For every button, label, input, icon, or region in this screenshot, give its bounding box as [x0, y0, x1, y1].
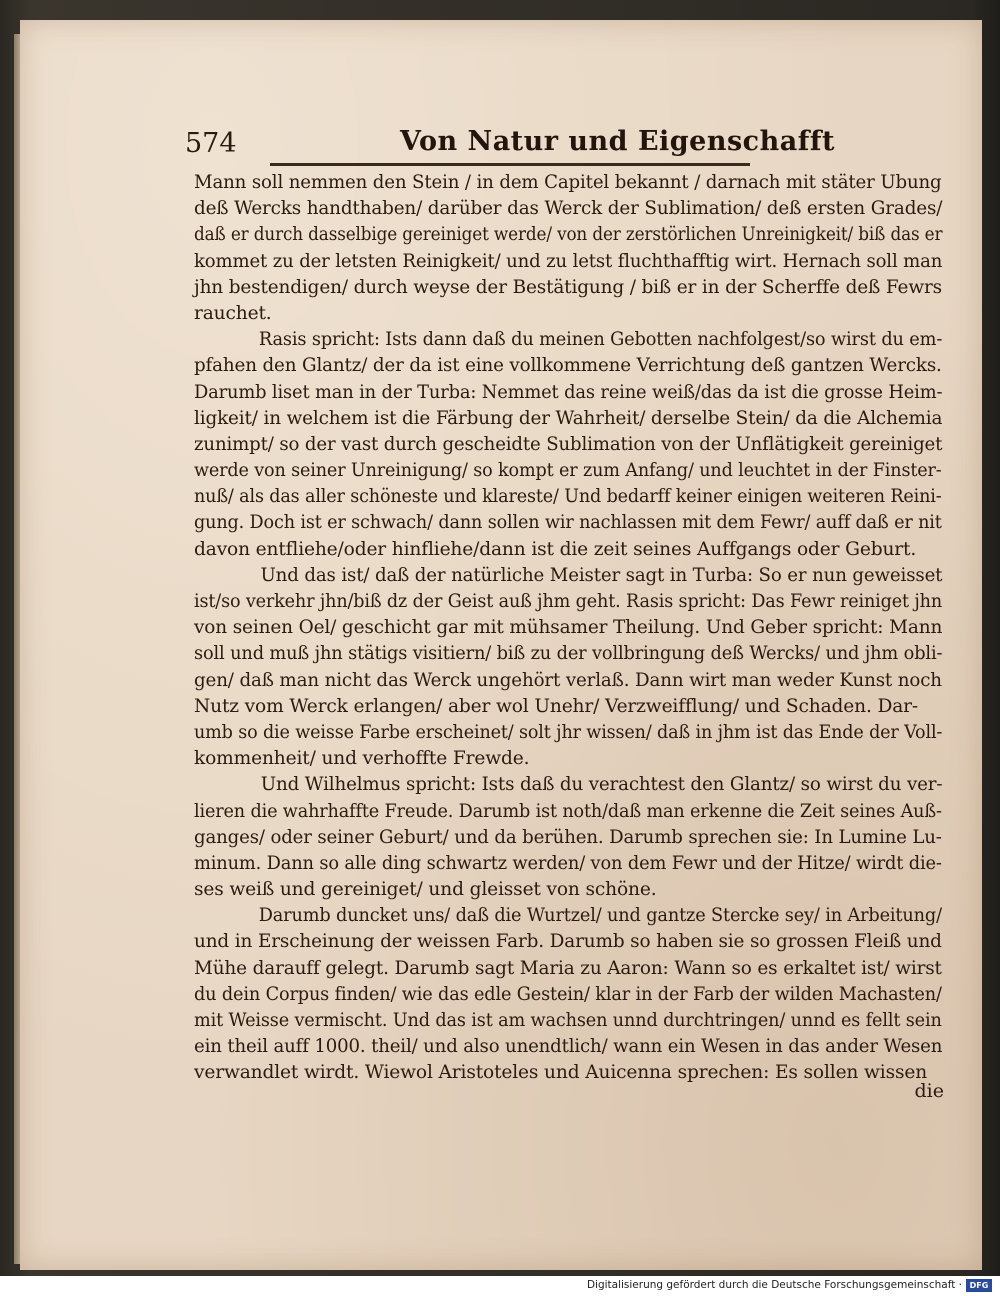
text-line: kommet zu der letsten Reinigkeit/ und zu letst fluchthafftig wirt. Hernach soll man [194, 250, 943, 272]
text-line: kommenheit/ und verhoffte Frewde. [194, 748, 530, 770]
text-line: werde von seiner Unreinigung/ so kompt er zum Anfang/ und leuchtet in der Finster- [194, 460, 942, 482]
header-rule [270, 163, 750, 166]
page-header [185, 128, 945, 164]
text-line: Und das ist/ daß der natürliche Meister sagt in Turba: So er nun geweisset [260, 564, 943, 586]
text-line: umb so die weisse Farbe erscheinet/ solt jhr wissen/ daß in jhm ist das Ende der Voll- [194, 721, 943, 743]
text-line: ses weiß und gereiniget/ und gleisset von schöne. [194, 879, 657, 901]
text-line: verwandlet wirdt. Wiewol Aristoteles und Auicenna sprechen: Es sollen wissen [194, 1062, 928, 1084]
running-title: Von Natur und Eigenschafft [400, 126, 835, 157]
text-line: daß er durch dasselbige gereiniget werde/ von der zerstörlichen Unreinigkeit/ biß das er [194, 224, 943, 246]
text-line: ligkeit/ in welchem ist die Färbung der Wahrheit/ derselbe Stein/ da die Alchemia [194, 407, 943, 429]
text-line: Nutz vom Werck erlangen/ aber wol Unehr/ Verzweifflung/ und Schaden. Dar- [194, 695, 919, 717]
text-line: Mühe darauff gelegt. Darumb sagt Maria zu Aaron: Wann so es erkaltet ist/ wirst [194, 957, 942, 979]
text-line: gung. Doch ist er schwach/ dann sollen wir nachlassen mit dem Fewr/ auff daß er nit [194, 512, 942, 534]
text-line: und in Erscheinung der weissen Farb. Darumb so haben sie so grossen Fleiß und [194, 931, 942, 953]
text-line: pfahen den Glantz/ der da ist eine vollkommene Verrichtung deß gantzen Wercks. [194, 355, 942, 377]
text-line: Darumb liset man in der Turba: Nemmet das reine weiß/das da ist die grosse Heim- [194, 381, 943, 403]
text-line: Und Wilhelmus spricht: Ists daß du verachtest den Glantz/ so wirst du ver- [260, 774, 943, 796]
text-line: deß Wercks handthaben/ darüber das Werck der Sublimation/ deß ersten Grades/ [194, 198, 943, 220]
dfg-logo: DFG [966, 1279, 992, 1292]
text-line: Mann soll nemmen den Stein / in dem Capitel bekannt / darnach mit stäter Ubung [194, 172, 942, 193]
text-line: zunimpt/ so der vast durch gescheidte Sublimation von der Unflätigkeit gereiniget [194, 433, 943, 455]
text-line: von seinen Oel/ geschicht gar mit mühsamer Theilung. Und Geber spricht: Mann [194, 617, 943, 639]
catchword: die [914, 1080, 944, 1102]
text-line: du dein Corpus finden/ wie das edle Gestein/ klar in der Farb der wilden Machasten/ [194, 983, 942, 1005]
text-line: nuß/ als das aller schöneste und klareste/ Und bedarff keiner einigen weiteren Reini- [194, 486, 942, 508]
text-line: ganges/ oder seiner Geburt/ und da berühen. Darumb sprechen sie: In Lumine Lu- [194, 826, 942, 848]
text-line: davon entfliehe/oder hinfliehe/dann ist die zeit seines Auffgangs oder Geburt. [194, 538, 917, 560]
footer-bar [0, 1276, 1000, 1296]
text-line: ein theil auff 1000. theil/ und also unendtlich/ wann ein Wesen in das ander Wesen [194, 1036, 943, 1058]
text-line: ist/so verkehr jhn/biß dz der Geist auß jhm geht. Rasis spricht: Das Fewr reiniget jhn [194, 591, 943, 612]
text-line: rauchet. [194, 302, 272, 324]
text-line: mit Weisse vermischt. Und das ist am wachsen unnd durchtringen/ unnd es fellt sein [194, 1010, 942, 1031]
text-line: Darumb duncket uns/ daß die Wurtzel/ und gantze Stercke sey/ in Arbeitung/ [258, 905, 942, 927]
text-line: gen/ daß man nicht das Werck ungehört verlaß. Dann wirt man weder Kunst noch [194, 669, 942, 691]
footer-credit: Digitalisierung gefördert durch die Deutsche Forschungsgemeinschaft · [586, 1279, 962, 1291]
text-line: soll und muß jhn stätigs visitiern/ biß zu der vollbringung deß Wercks/ und jhm obli- [194, 643, 943, 665]
page-number: 574 [185, 128, 237, 159]
body-text [194, 170, 944, 1087]
text-line: minum. Dann so alle ding schwartz werden/ von dem Fewr und der Hitze/ wirdt die- [194, 852, 942, 874]
text-line: jhn bestendigen/ durch weyse der Bestätigung / biß er in der Scherffe deß Fewrs [194, 276, 942, 298]
text-line: lieren die wahrhaffte Freude. Darumb ist noth/daß man erkenne die Zeit seines Auß- [194, 800, 942, 822]
text-line: Rasis spricht: Ists dann daß du meinen Gebotten nachfolgest/so wirst du em- [258, 329, 943, 351]
